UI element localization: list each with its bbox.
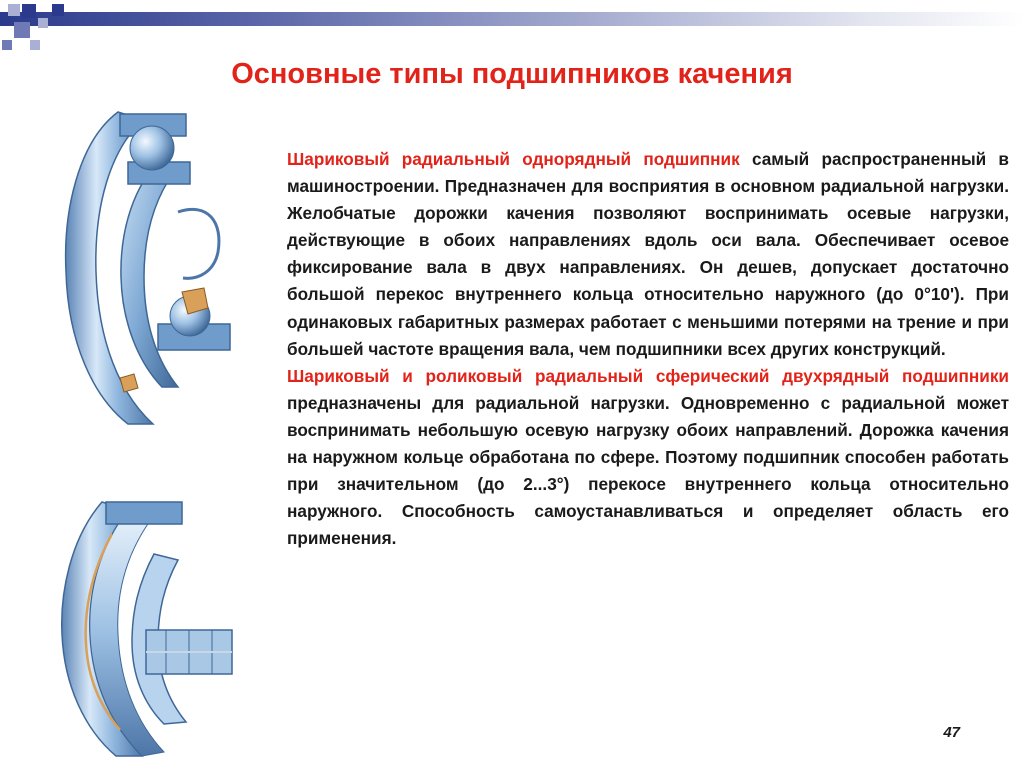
highlight-term: Шариковый радиальный однорядный подшипник <box>287 149 740 169</box>
slide-title: Основные типы подшипников качения <box>231 58 793 90</box>
decor-square <box>8 4 20 16</box>
decor-square <box>22 4 36 18</box>
roller-bearing-illustration <box>54 494 234 764</box>
decor-square <box>38 18 48 28</box>
page-number: 47 <box>943 724 960 741</box>
decor-square <box>14 22 30 38</box>
header-band <box>0 12 1024 26</box>
description-text <box>287 146 1009 552</box>
paragraph-body: предназначены для радиальной нагрузки. Одновременно с радиальной может воспринимать небольшую осевую нагрузку обоих направлений. Дорожка качения на наружном кольце обработана по сфере. Поэтому подшипник способен работать при значительном (до 2...3°) перекосе внутреннего кольца относительно наружного. Способность самоустанавливаться и определяет область его применения. <box>287 392 1009 549</box>
decor-square <box>2 40 12 50</box>
decor-square <box>30 40 40 50</box>
paragraph-body: самый распространенный в машиностроении. Предназначен для восприятия в основном радиальной нагрузки. Желобчатые дорожки качения позволяют воспринимать осевые нагрузки, действующие в обоих направлениях вдоль оси вала. Обеспечивает осевое фиксирование вала в двух направлениях. Он дешев, допускает достаточно большой перекос внутреннего кольца относительно наружного (до 0°10'). При одинаковых габаритных размерах работает с меньшими потерями на трение и при большей частоте вращения вала, чем подшипники всех других конструкций. <box>287 149 1009 359</box>
paragraph-spherical-bearing <box>287 363 1009 553</box>
paragraph-ball-bearing <box>287 146 1009 363</box>
highlight-term: Шариковый и роликовый радиальный сферический двухрядный подшипники <box>287 365 1009 386</box>
ball-bearing-illustration <box>58 102 233 432</box>
decor-square <box>52 4 64 16</box>
